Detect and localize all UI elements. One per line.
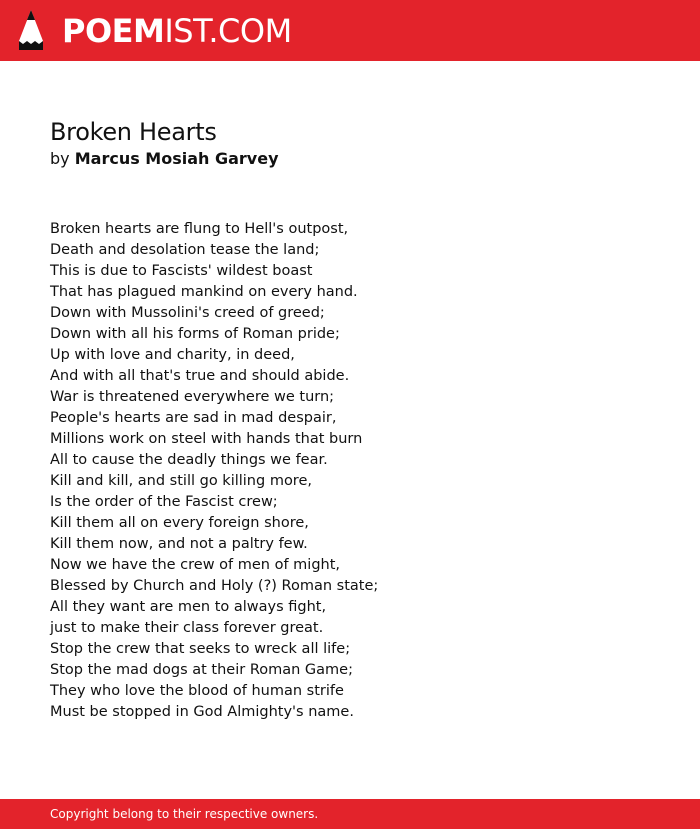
poem-line: Up with love and charity, in deed,: [50, 347, 295, 363]
poem-line: People's hearts are sad in mad despair,: [50, 410, 337, 426]
author-name: Marcus Mosiah Garvey: [74, 149, 279, 168]
poem-body: [50, 219, 378, 723]
poem-line: Now we have the crew of men of might,: [50, 557, 341, 573]
poem-line: Kill them now, and not a paltry few.: [50, 536, 308, 552]
site-footer: [0, 799, 700, 829]
poem-title: Broken Hearts: [50, 118, 217, 146]
poem-line: Blessed by Church and Holy (?) Roman state;: [50, 578, 379, 594]
logo-bold-text: POEM: [62, 12, 165, 50]
poem-line: Stop the mad dogs at their Roman Game;: [50, 662, 353, 678]
site-logo[interactable]: [62, 11, 292, 51]
logo-light-text: IST.COM: [164, 12, 292, 50]
poem-line: Must be stopped in God Almighty's name.: [50, 704, 354, 720]
poem-line: War is threatened everywhere we turn;: [50, 389, 335, 405]
poem-line: This is due to Fascists' wildest boast: [50, 263, 313, 279]
poem-line: Stop the crew that seeks to wreck all life;: [50, 641, 351, 657]
poem-line: Down with all his forms of Roman pride;: [50, 326, 340, 342]
poem-line: Kill them all on every foreign shore,: [50, 515, 309, 531]
poem-line: just to make their class forever great.: [50, 620, 324, 636]
poem-line: Broken hearts are flung to Hell's outpost,: [50, 221, 349, 237]
poem-line: Kill and kill, and still go killing more,: [50, 473, 312, 489]
poem-line: Is the order of the Fascist crew;: [50, 494, 278, 510]
poem-line: Millions work on steel with hands that burn: [50, 431, 363, 447]
poem-line: All to cause the deadly things we fear.: [50, 452, 328, 468]
poem-line: That has plagued mankind on every hand.: [50, 284, 358, 300]
pencil-icon[interactable]: [18, 9, 44, 51]
poem-line: All they want are men to always fight,: [50, 599, 327, 615]
poem-line: And with all that's true and should abide.: [50, 368, 350, 384]
copyright-text: Copyright belong to their respective owners.: [50, 807, 319, 821]
poem-byline: [50, 147, 279, 171]
site-header: [0, 0, 700, 61]
poem-line: They who love the blood of human strife: [50, 683, 344, 699]
by-label: by: [50, 149, 70, 168]
poem-line: Down with Mussolini's creed of greed;: [50, 305, 325, 321]
poem-line: Death and desolation tease the land;: [50, 242, 320, 258]
